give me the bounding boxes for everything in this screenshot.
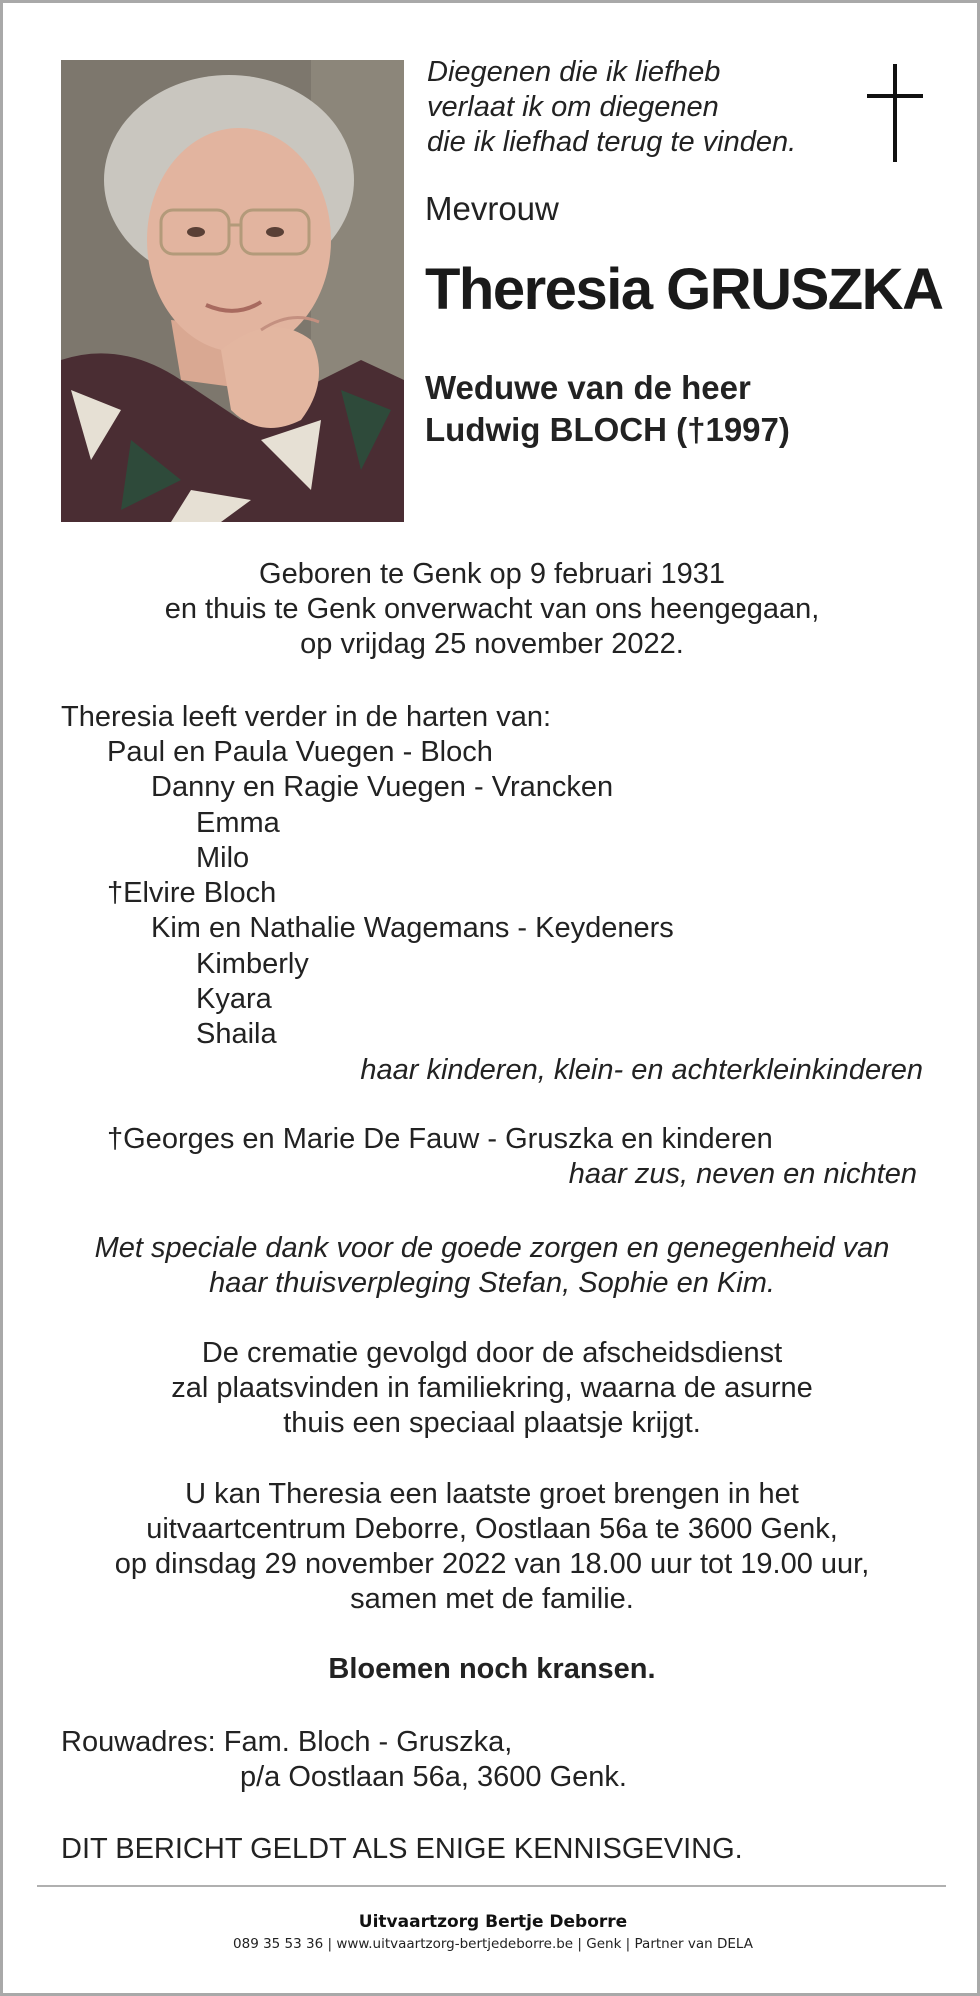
visit-line: U kan Theresia een laatste groet brengen in het <box>185 1478 799 1510</box>
list-item: Danny en Ragie Vuegen - Vrancken <box>151 771 614 804</box>
list-item: Milo <box>196 841 250 874</box>
poem <box>427 55 796 160</box>
list-item: †Elvire Bloch <box>107 877 277 910</box>
thanks-line: haar thuisverpleging Stefan, Sophie en Kim. <box>209 1267 775 1299</box>
cremation-line: De crematie gevolgd door de afscheidsdienst <box>201 1337 783 1369</box>
list-item: Kyara <box>196 983 272 1016</box>
list-item: Shaila <box>196 1018 277 1051</box>
poem-line: Diegenen die ik liefheb <box>427 56 721 88</box>
poem-line: die ik liefhad terug te vinden. <box>427 126 797 158</box>
birth-line: op vrijdag 25 november 2022. <box>300 628 684 660</box>
footer-divider <box>37 1885 946 1887</box>
footer-info: 089 35 53 36 | www.uitvaartzorg-bertjedeborre.be | Genk | Partner van DELA <box>233 1936 753 1952</box>
birth-announcement <box>61 557 923 662</box>
list-item: Paul en Paula Vuegen - Bloch <box>107 736 493 768</box>
cremation-line: zal plaatsvinden in familiekring, waarna de asurne <box>171 1372 813 1404</box>
cross-icon <box>865 64 925 169</box>
visit-line: samen met de familie. <box>350 1583 634 1615</box>
list-item: Kim en Nathalie Wagemans - Keydeners <box>151 912 674 945</box>
widow-of <box>425 367 790 451</box>
family-list <box>3 735 980 1088</box>
sister-role: haar zus, neven en nichten <box>568 1158 917 1190</box>
footer-company: Uitvaartzorg Bertje Deborre <box>358 1912 628 1932</box>
visit-info <box>61 1477 923 1617</box>
visit-line: op dinsdag 29 november 2022 van 18.00 uur tot 19.00 uur, <box>114 1548 870 1580</box>
thanks-note <box>61 1231 923 1301</box>
mourning-address: Rouwadres: Fam. Bloch - Gruszka, <box>61 1726 513 1758</box>
widow-line: Ludwig BLOCH (†1997) <box>425 411 790 448</box>
list-item: Kimberly <box>196 947 309 980</box>
birth-line: en thuis te Genk onverwacht van ons heengegaan, <box>164 593 820 625</box>
flowers-note: Bloemen noch kransen. <box>328 1653 656 1685</box>
visit-line: uitvaartcentrum Deborre, Oostlaan 56a te 3600 Genk, <box>146 1513 838 1545</box>
cremation-info <box>61 1336 923 1441</box>
deceased-name: Theresia GRUSZKA <box>425 257 943 322</box>
salutation: Mevrouw <box>425 190 559 227</box>
mourning-address-street: p/a Oostlaan 56a, 3600 Genk. <box>240 1761 627 1793</box>
notice: DIT BERICHT GELDT ALS ENIGE KENNISGEVING. <box>61 1833 743 1865</box>
list-item: Emma <box>196 806 280 839</box>
widow-line: Weduwe van de heer <box>425 369 751 406</box>
thanks-line: Met speciale dank voor de goede zorgen en genegenheid van <box>94 1232 890 1264</box>
family-role: haar kinderen, klein- en achterkleinkinderen <box>360 1053 923 1086</box>
poem-line: verlaat ik om diegenen <box>427 91 719 123</box>
cremation-line: thuis een speciaal plaatsje krijgt. <box>283 1407 701 1439</box>
portrait-photo <box>61 60 404 522</box>
sister-entry: †Georges en Marie De Fauw - Gruszka en kinderen <box>107 1123 773 1155</box>
survivors-intro: Theresia leeft verder in de harten van: <box>61 701 552 733</box>
birth-line: Geboren te Genk op 9 februari 1931 <box>259 558 725 590</box>
